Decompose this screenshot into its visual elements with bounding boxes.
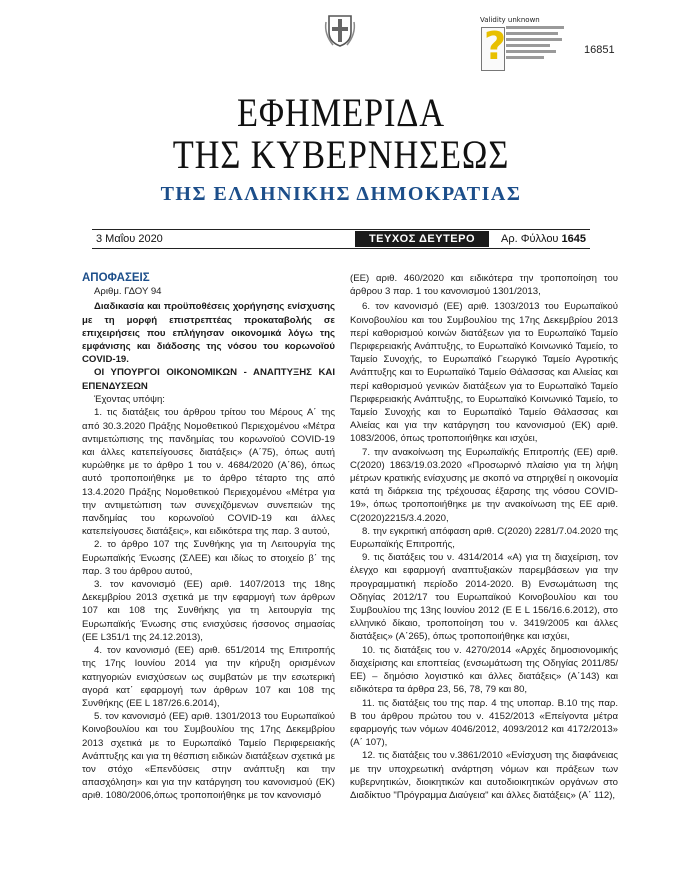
gazette-subtitle: ΤΗΣ ΕΛΛΗΝΙΚΗΣ ΔΗΜΟΚΡΑΤΙΑΣ: [160, 183, 522, 205]
question-mark-icon: ?: [484, 24, 507, 68]
bottom-rule: [92, 248, 590, 249]
list-item: 3. τον κανονισμό (ΕΕ) αριθ. 1407/2013 της 18ης Δεκεμβρίου 2013 σχετικά με την εφαρμογή των άρθρων 107 και 108 της Συνθήκης για τη λειτουργία της Ευρωπαϊκής Ένωσης στις ενισχύσεις ήσσονος σημασίας (ΕΕ L351/1 της 24.12.2013),: [82, 579, 335, 643]
list-item: 9. τις διατάξεις του ν. 4314/2014 «Α) για τη διαχείριση, τον έλεγχο και εφαρμογή αναπτυξιακών παρεμβάσεων για την προγραμματική περίοδο 2014-2020. Β) Ενσωμάτωση της Οδηγίας 2012/17 του Ευρωπαϊκού Κοινοβουλίου και του Συμβουλίου της 13ης Ιουνίου 2012 (Ε Ε L 156/16.6.2012), στο ελληνικό δίκαιο, τροποποίηση του ν. 3419/2005 και άλλες διατάξεις» (Α΄265), όπως τροποποιήθηκε και ισχύει,: [350, 552, 618, 643]
right-column: [350, 272, 618, 802]
top-rule: [92, 229, 590, 230]
sheet-number: [501, 233, 586, 245]
intro-text: Έχοντας υπόψη:: [94, 394, 165, 406]
list-item: 6. τον κανονισμό (ΕΕ) αριθ. 1303/2013 του Ευρωπαϊκού Κοινοβουλίου και του Συμβουλίου της 17ης Δεκεμβρίου 2013 περί καθορισμού κοινών διατάξεων για το Ευρωπαϊκό Ταμείο Περιφερειακής Ανάπτυξης, το Ευρωπαϊκό Κοινωνικό Ταμείο, το Ταμείο Συνοχής, το Ευρωπαϊκό Γεωργικό Ταμείο Αγροτικής Ανάπτυξης και το Ευρωπαϊκό Ταμείο Θάλασσας και Αλιείας και περί καθορισμού γενικών διατάξεων για το Ευρωπαϊκό Ταμείο Περιφερειακής Ανάπτυξης, το Ευρωπαϊκό Κοινωνικό Ταμείο, το Ταμείο Συνοχής και το Ευρωπαϊκό Ταμείο Θάλασσας και Αλιείας και για την κατάργηση του κανονισμού (ΕΚ) αριθ. 1083/2006, όπως τροποποιήθηκε και ισχύει,: [350, 301, 618, 445]
list-item: 1. τις διατάξεις του άρθρου τρίτου του Μέρους Α΄ της από 30.3.2020 Πράξης Νομοθετικού Περιεχομένου «Μέτρα αντιμετώπισης της πανδημίας του κορωνοϊού COVID-19 και άλλες κατεπείγουσες διατάξεις» (Α΄75), όπως αυτή κυρώθηκε με το άρθρο 1 του ν. 4684/2020 (Α΄86), όπως αυτό τροποποιήθηκε με το άρθρο τέταρτο της από 13.4.2020 Πράξης Νομοθετικού Περιεχομένου «Μέτρα για την αντιμετώπιση των συνεχιζόμενων συνεπειών της πανδημίας του κορωνοϊού COVID-19 και άλλες κατεπείγουσες διατάξεις», και ειδικότερα της παρ. 3 αυτού,: [82, 407, 335, 538]
sheet-number-value: 1645: [561, 233, 586, 245]
list-item: 5. τον κανονισμό (ΕΕ) αριθ. 1301/2013 του Ευρωπαϊκού Κοινοβουλίου και του Συμβουλίου της 17ης Δεκεμβρίου 2013 σχετικά με το Ευρωπαϊκό Ταμείο Περιφερειακής Ανάπτυξης και για τη θέσπιση ειδικών διατάξεων σχετικά με τον στόχο «Επενδύσεις στην ανάπτυξη και την απασχόληση» και για την κατάργηση του κανονισμού (ΕΚ) αριθ. 1080/2006,όπως τροποποιήθηκε με τον κανονισμό: [82, 711, 335, 802]
issuing-ministers: ΟΙ ΥΠΟΥΡΓΟΙ ΟΙΚΟΝΟΜΙΚΩΝ - ΑΝΑΠΤΥΞΗΣ ΚΑΙ ΕΠΕΝΔΥΣΕΩΝ: [82, 367, 335, 392]
issue-info-bar: [92, 231, 590, 247]
decision-title: Διαδικασία και προϋποθέσεις χορήγησης ενίσχυσης με τη μορφή επιστρεπτέας προκαταβολής σε επιχειρήσεις που επλήγησαν οικονομικά λόγω της εμφάνισης και διάδοσης της νόσου του κορωνοϊού COVID-19.: [82, 301, 335, 366]
signature-details: [506, 26, 564, 62]
validity-label: Validity unknown: [480, 16, 540, 24]
gazette-title-line2: ΤΗΣ ΚΥΒΕΡΝΗΣΕΩΣ: [172, 132, 510, 177]
issue-date: 3 Μαΐου 2020: [96, 233, 163, 245]
digital-signature-validity-stamp: [478, 14, 568, 76]
list-item: 11. τις διατάξεις του της παρ. 4 της υποπαρ. Β.10 της παρ. Β του άρθρου πρώτου του ν. 4152/2013 «Επείγοντα μέτρα εφαρμογής των νόμων 4046/2012, 4093/2012 και 4172/2013» (Α΄ 107),: [350, 697, 618, 749]
list-item: 10. τις διατάξεις του ν. 4270/2014 «Αρχές δημοσιονομικής διαχείρισης και εποπτείας (ενσωμάτωση της Οδηγίας 2011/85/ΕΕ) – δημόσιο λογιστικό και άλλες διατάξεις» (Α΄143) και ειδικότερα τα άρθρα 23, 56, 78, 79 και 80,: [350, 644, 618, 696]
gazette-title-line1: ΕΦΗΜΕΡΙΔΑ: [237, 90, 445, 135]
list-item: 7. την ανακοίνωση της Ευρωπαϊκής Επιτροπής (ΕΕ) αριθ. C(2020) 1863/19.03.2020 «Προσωρινό πλαίσιο για τη λήψη μέτρων κρατικής ενίσχυσης με σκοπό να στηριχθεί η οικονομία κατά τη διάρκεια της τρέχουσας έξαρσης της νόσου COVID-19», όπως τροποποιήθηκε με την ανακοίνωση της ΕΕ αριθ. C(2020)2215/3.4.2020,: [350, 446, 618, 524]
list-item-continued: (ΕΕ) αριθ. 460/2020 και ειδικότερα την τροποποίηση του άρθρου 3 παρ. 1 του κανονισμού 1301/2013,: [350, 273, 618, 298]
list-item: 8. την εγκριτική απόφαση αριθ. C(2020) 2281/7.04.2020 της Ευρωπαϊκής Επιτροπής,: [350, 525, 618, 551]
page-number: 16851: [584, 44, 615, 56]
list-item: 2. το άρθρο 107 της Συνθήκης για τη Λειτουργία της Ευρωπαϊκής Ένωσης (ΣΛΕΕ) και ιδίως το στοιχείο β΄ της παρ. 3 του άρθρου αυτού,: [82, 539, 335, 577]
section-heading: ΑΠΟΦΑΣΕΙΣ: [82, 272, 150, 284]
decision-number: Αριθμ. ΓΔΟΥ 94: [94, 286, 162, 298]
sheet-label: Αρ. Φύλλου: [500, 233, 559, 245]
issue-series: ΤΕΥΧΟΣ ΔΕΥΤΕΡΟ: [355, 231, 489, 247]
list-item: 12. τις διατάξεις του ν.3861/2010 «Ενίσχυση της διαφάνειας με την υποχρεωτική ανάρτηση νόμων και πράξεων των κυβερνητικών, διοικητικών και αυτοδιοικητικών οργάνων στο Διαδίκτυο "Πρόγραμμα Διαύγεια" και άλλες διατάξεις» (Α΄ 112),: [350, 750, 618, 801]
greek-coat-of-arms-icon: [323, 12, 357, 48]
left-column: [82, 272, 335, 803]
list-item: 4. τον κανονισμό (ΕΕ) αριθ. 651/2014 της Επιτροπής της 17ης Ιουνίου 2014 για την κήρυξη ορισμένων κατηγοριών ενισχύσεων ως συμβατών με την εσωτερική αγορά κατ΄ εφαρμογή των άρθρων 107 και 108 της Συνθήκης (ΕΕ L 187/26.6.2014),: [82, 645, 335, 709]
